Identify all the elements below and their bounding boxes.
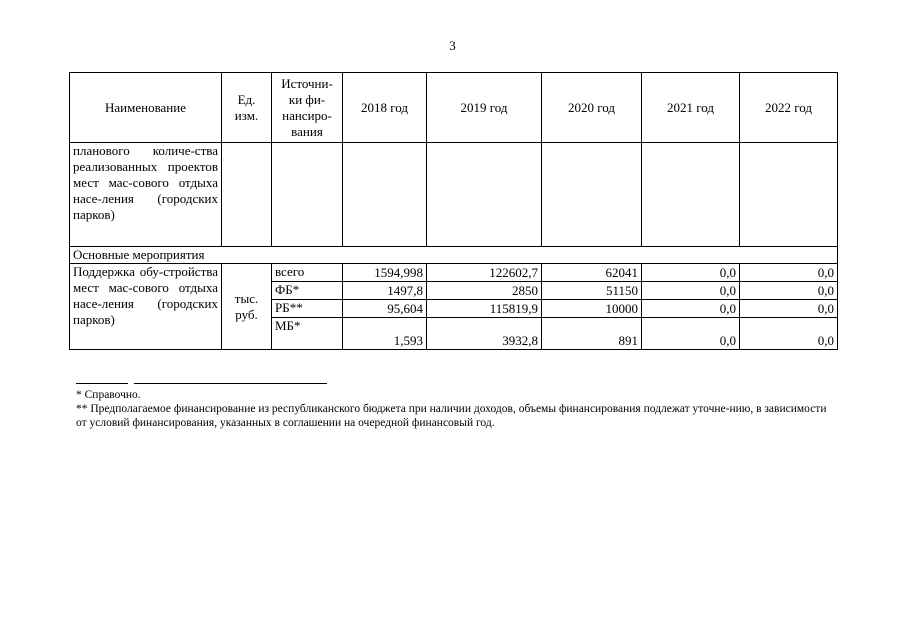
- value-cell: 3932,8: [427, 318, 542, 350]
- source-cell: ФБ*: [272, 282, 343, 300]
- footnotes: [76, 388, 836, 430]
- header-year-2018: 2018 год: [343, 73, 427, 143]
- section-title: Основные мероприятия: [70, 247, 838, 264]
- separator-line: [134, 383, 327, 384]
- footnote-1: * Справочно.: [76, 389, 141, 401]
- measure-name: Поддержка обу-стройства мест мас-сового отдыха насе-ления (городских парков): [70, 264, 222, 350]
- header-year-2022: 2022 год: [740, 73, 838, 143]
- value-cell: 1497,8: [343, 282, 427, 300]
- header-year-2021: 2021 год: [642, 73, 740, 143]
- header-year-2019: 2019 год: [427, 73, 542, 143]
- continuation-text: планового количе-ства реализованных проектов мест мас-сового отдыха насе-ления (городских парков): [70, 143, 222, 247]
- continuation-row: [70, 143, 838, 247]
- value-cell: 0,0: [740, 264, 838, 282]
- value-cell: 0,0: [740, 300, 838, 318]
- value-cell: 0,0: [642, 318, 740, 350]
- value-cell: 51150: [542, 282, 642, 300]
- value-cell: 0,0: [642, 282, 740, 300]
- header-year-2020: 2020 год: [542, 73, 642, 143]
- header-unit: Ед. изм.: [222, 73, 272, 143]
- footnote-2: ** Предполагаемое финансирование из республиканского бюджета при наличии доходов, объемы финансирования подлежат уточне-нию, в зависимости от условий финансирования, указанных в соглашении на очередной финансовый год.: [76, 403, 827, 429]
- value-cell: 0,0: [642, 264, 740, 282]
- table-row: [70, 264, 838, 282]
- header-row: [70, 73, 838, 143]
- page-number: 3: [449, 38, 456, 53]
- financing-table: [69, 72, 838, 350]
- value-cell: 62041: [542, 264, 642, 282]
- measure-unit: тыс. руб.: [222, 264, 272, 350]
- header-name: Наименование: [70, 73, 222, 143]
- source-cell: РБ**: [272, 300, 343, 318]
- value-cell: 1,593: [343, 318, 427, 350]
- value-cell: 2850: [427, 282, 542, 300]
- separator-line: [76, 383, 128, 384]
- value-cell: 1594,998: [343, 264, 427, 282]
- value-cell: 122602,7: [427, 264, 542, 282]
- source-cell: МБ*: [272, 318, 343, 350]
- value-cell: 0,0: [740, 282, 838, 300]
- header-source: Источни-ки фи-нансиро-вания: [272, 73, 343, 143]
- value-cell: 0,0: [740, 318, 838, 350]
- source-cell: всего: [272, 264, 343, 282]
- value-cell: 891: [542, 318, 642, 350]
- value-cell: 115819,9: [427, 300, 542, 318]
- value-cell: 95,604: [343, 300, 427, 318]
- section-row: [70, 247, 838, 264]
- value-cell: 10000: [542, 300, 642, 318]
- value-cell: 0,0: [642, 300, 740, 318]
